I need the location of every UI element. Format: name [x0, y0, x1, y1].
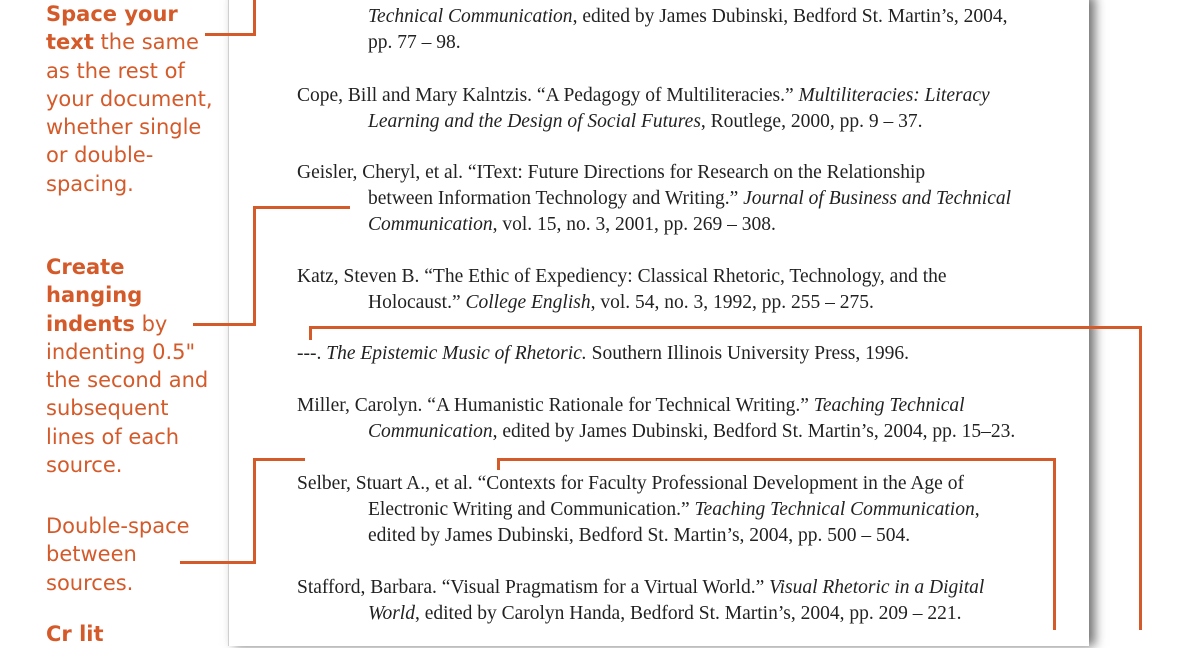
background-right: [1088, 0, 1200, 630]
citation-indented-line: [297, 523, 1057, 549]
citation-title-italic: Teaching Technical Communication: [694, 499, 975, 520]
citation-indented-line: [297, 419, 1057, 445]
note-spacing-bold: Space your text: [46, 2, 178, 55]
citation-first-line: [297, 575, 1057, 601]
citation-title-italic: Multiliteracies: Literacy: [798, 85, 990, 106]
callout-indent-h: [193, 323, 253, 326]
note-indent-bold: Create hanging indents: [46, 255, 143, 336]
citation-title-italic: Teaching Technical: [813, 395, 965, 416]
callout-double-top: [253, 458, 305, 461]
note-cut-off: Cr lit: [46, 622, 104, 646]
citation-indented-line: [297, 109, 1057, 135]
callout-spacing-h: [205, 33, 253, 36]
citation-indented-line: [297, 30, 1057, 56]
callout-double-h: [180, 561, 256, 564]
citation-entry: [297, 160, 1057, 238]
note-spacing: [46, 0, 216, 198]
citation-text: between Information Technology and Writing.”: [368, 188, 744, 209]
citation-title-italic: Journal of Business and Technical: [743, 188, 1012, 209]
citation-text: , edited by James Dubinski, Bedford St. Martin’s, 2004, pp. 15–23.: [492, 421, 1016, 442]
citation-indented-line: [297, 212, 1057, 238]
citation-text: , edited by Carolyn Handa, Bedford St. Martin’s, 2004, pp. 209 – 221.: [414, 603, 962, 624]
citation-first-line: [297, 4, 1057, 30]
note-double-space: Double-space between sources.: [46, 514, 190, 595]
citation-text: ---.: [297, 343, 327, 364]
citation-text: Miller, Carolyn. “A Humanistic Rationale for Technical Writing.”: [297, 395, 814, 416]
citation-title-italic: Communication: [368, 214, 493, 235]
note-spacing-text: the same as the rest of your document, whether single or double-spacing.: [46, 30, 213, 196]
citation-indented-line: [297, 497, 1057, 523]
citation-first-line: [297, 471, 1057, 497]
citation-text: Holocaust.”: [368, 292, 466, 313]
callout-indent-v: [253, 206, 256, 326]
citation-text: Cope, Bill and Mary Kalntzis. “A Pedagogy of Multiliteracies.”: [297, 85, 799, 106]
citation-title-italic: Communication: [368, 421, 493, 442]
citation-text: , edited by James Dubinski, Bedford St. Martin’s, 2004,: [572, 6, 1008, 27]
citation-indented-line: [297, 186, 1057, 212]
citation-entry: [297, 341, 1057, 367]
citation-text: Electronic Writing and Communication.”: [368, 499, 695, 520]
citation-text: edited by James Dubinski, Bedford St. Martin’s, 2004, pp. 500 – 504.: [368, 525, 911, 546]
citation-text: Southern Illinois University Press, 1996.: [586, 343, 910, 364]
citation-title-italic: The Epistemic Music of Rhetoric.: [326, 343, 587, 364]
callout-right-top: [309, 326, 1142, 329]
citation-text: , vol. 15, no. 3, 2001, pp. 269 – 308.: [492, 214, 776, 235]
callout-mid-v: [1053, 458, 1056, 630]
citation-entry: [297, 393, 1057, 445]
citation-title-italic: Learning and the Design of Social Futures: [368, 111, 701, 132]
citation-title-italic: College English: [465, 292, 591, 313]
citation-entry: [297, 4, 1057, 56]
callout-right-tick: [309, 326, 312, 340]
citation-first-line: [297, 341, 1057, 367]
citation-first-line: [297, 83, 1057, 109]
citation-text: ,: [974, 499, 980, 520]
callout-spacing-v: [253, 0, 256, 36]
citation-title-italic: Technical Communication: [368, 6, 573, 27]
citation-indented-line: [297, 290, 1057, 316]
citation-entry: [297, 471, 1057, 549]
citation-text: , vol. 54, no. 3, 1992, pp. 255 – 275.: [590, 292, 874, 313]
citation-first-line: [297, 264, 1057, 290]
citation-title-italic: Visual Rhetoric in a Digital: [769, 577, 985, 598]
citation-entry: [297, 264, 1057, 316]
citation-text: Geisler, Cheryl, et al. “IText: Future Directions for Research on the Relationship: [297, 162, 926, 183]
citation-title-italic: World: [368, 603, 415, 624]
citation-text: pp. 77 – 98.: [368, 32, 461, 53]
citation-text: , Routlege, 2000, pp. 9 – 37.: [700, 111, 923, 132]
callout-right-v: [1139, 326, 1142, 630]
citation-text: Katz, Steven B. “The Ethic of Expediency: Classical Rhetoric, Technology, and the: [297, 266, 947, 287]
citation-text: Selber, Stuart A., et al. “Contexts for Faculty Professional Development in the Age of: [297, 473, 964, 494]
callout-double-v: [253, 458, 256, 564]
callout-mid-tick: [497, 458, 500, 470]
citation-first-line: [297, 160, 1057, 186]
citation-first-line: [297, 393, 1057, 419]
callout-indent-top: [253, 206, 350, 209]
citation-indented-line: [297, 601, 1057, 627]
callout-mid-top: [497, 458, 1056, 461]
citation-text: Stafford, Barbara. “Visual Pragmatism for a Virtual World.”: [297, 577, 770, 598]
note-indent-text: by indenting 0.5" the second and subsequent lines of each source.: [46, 311, 209, 478]
citation-entry: [297, 575, 1057, 627]
annotation-panel: [0, 0, 228, 646]
citation-entry: [297, 83, 1057, 135]
note-hanging-indent: [46, 253, 216, 479]
